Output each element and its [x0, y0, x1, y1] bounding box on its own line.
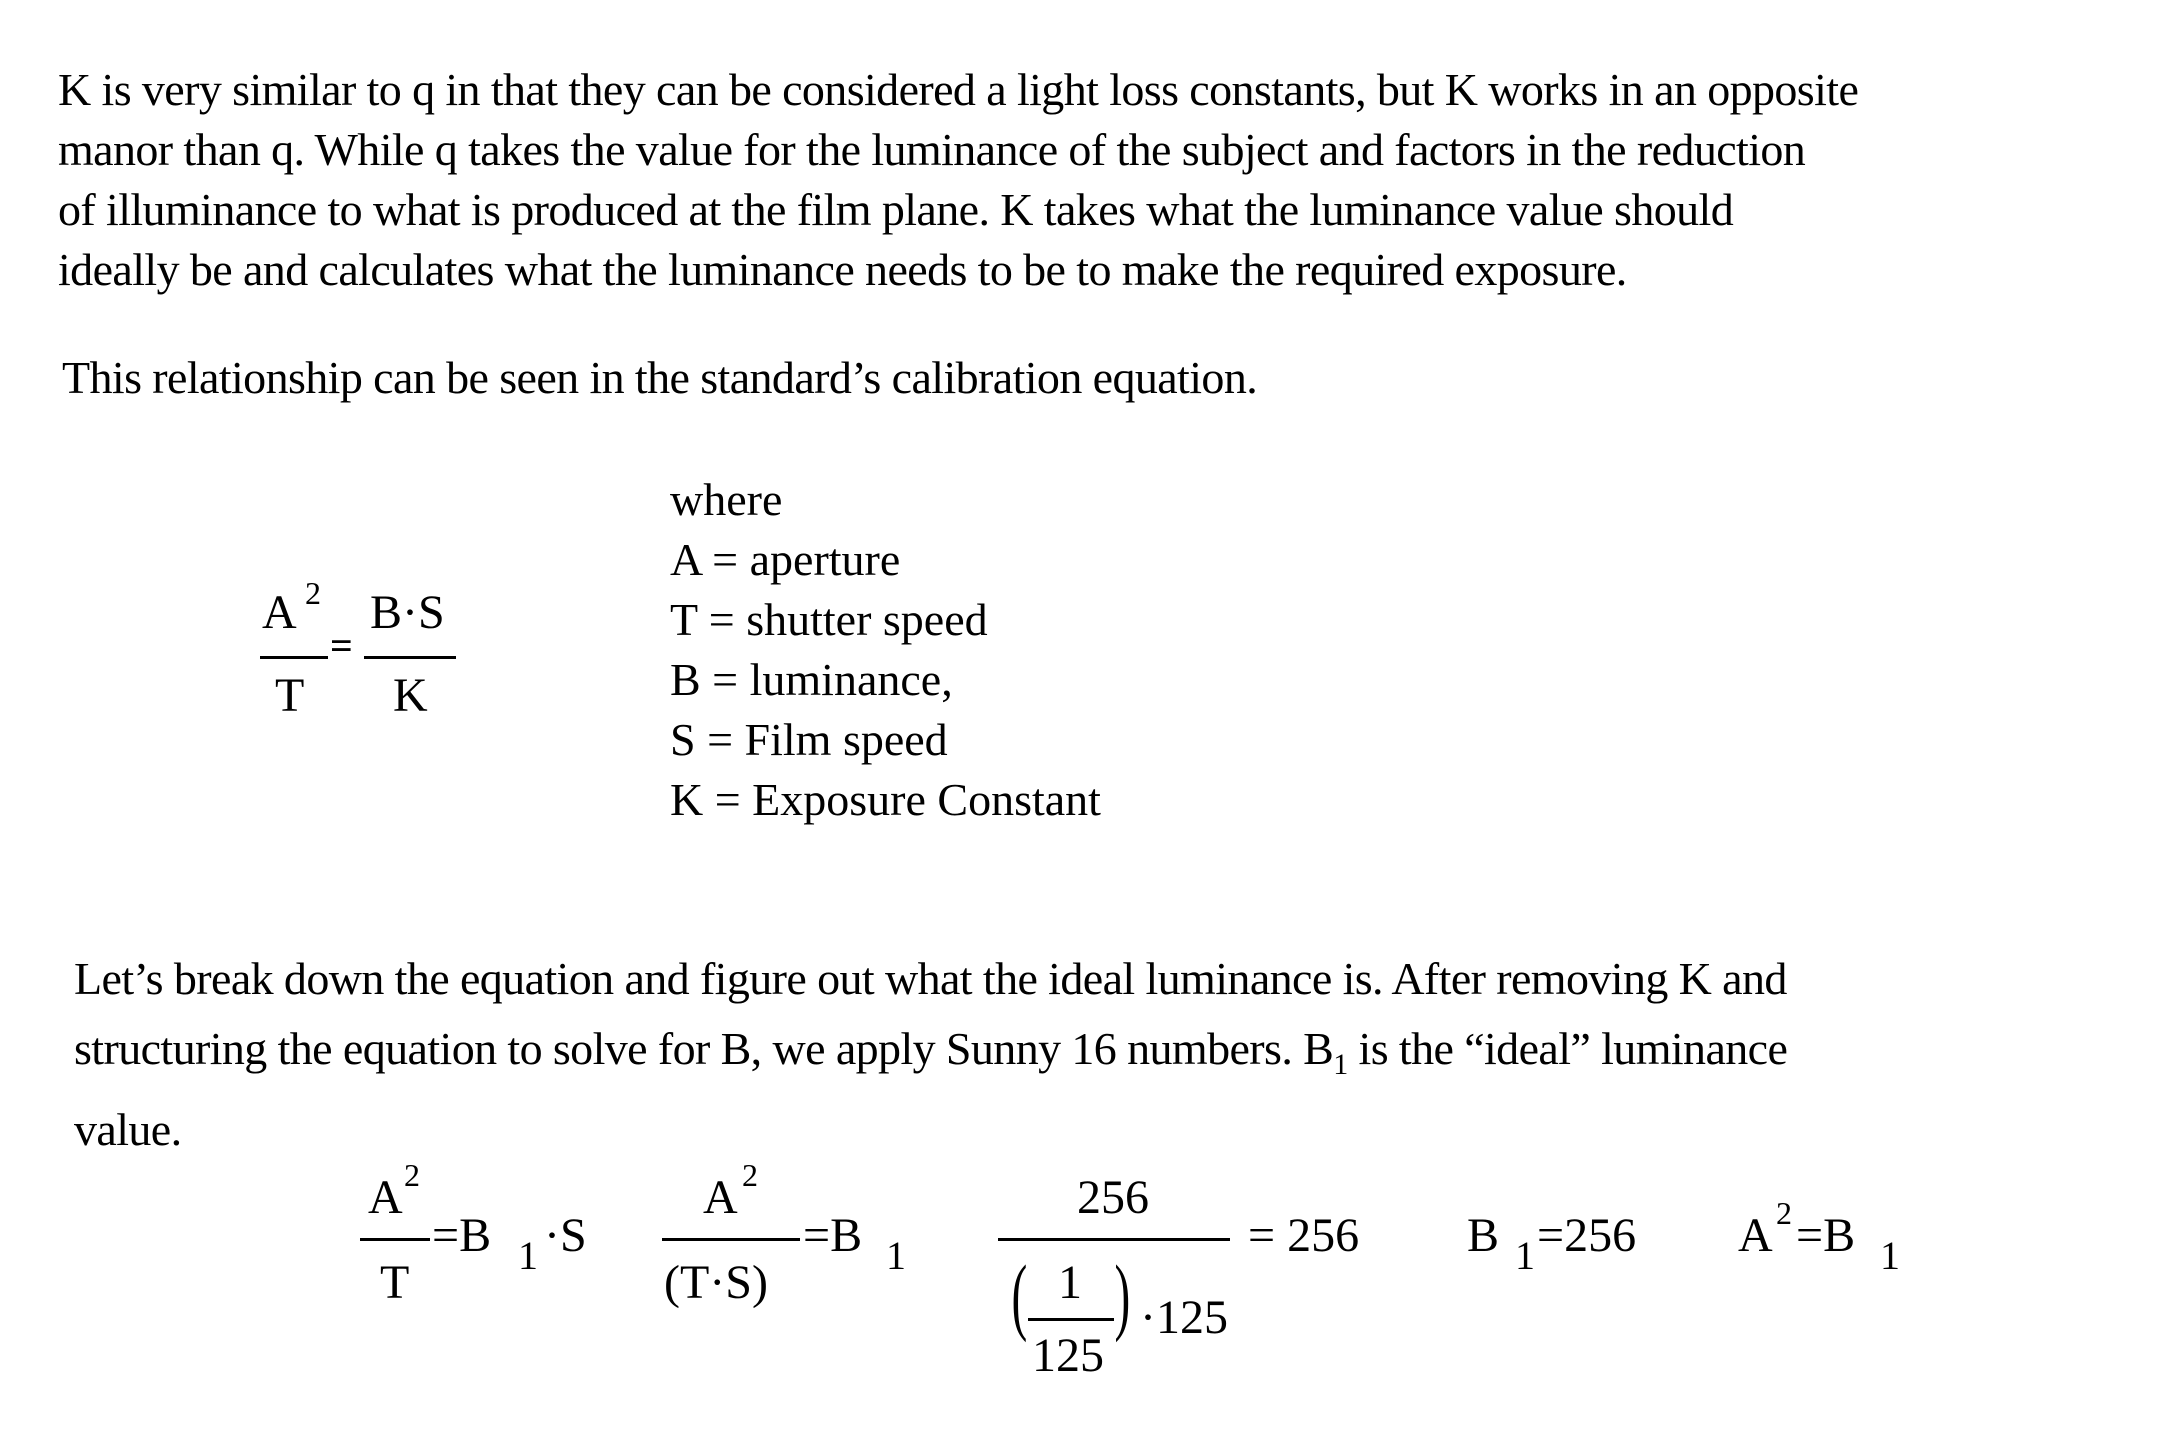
eq1-rhs: =B: [432, 1209, 492, 1262]
eq3-multiplier: ·125: [1140, 1291, 1228, 1344]
definition-item: B = luminance,: [670, 654, 953, 705]
eq5-rhs-subscript: 1: [1880, 1233, 1900, 1278]
paren-left: (: [1011, 1247, 1028, 1343]
eq-rhs-numerator: B·S: [370, 586, 445, 639]
text-line: manor than q. While q takes the value for the luminance of the subject and factors in the reduction: [58, 124, 1806, 175]
eq4-lhs: B: [1467, 1209, 1500, 1262]
fraction-bar: [360, 1238, 430, 1241]
eq-lhs-denominator: T: [275, 669, 305, 722]
paren-right: ): [1114, 1247, 1131, 1343]
text-line: Let’s break down the equation and figure out what the ideal luminance is. After removing K and: [74, 953, 1787, 1004]
eq1-denominator: T: [380, 1256, 410, 1309]
text-line: value.: [74, 1104, 182, 1155]
eq2-denominator: (T·S): [664, 1256, 768, 1309]
eq4-rhs: =256: [1537, 1209, 1637, 1262]
eq3-numerator: 256: [1077, 1171, 1149, 1224]
relationship-sentence: This relationship can be seen in the standard’s calibration equation.: [62, 352, 1258, 403]
eq-lhs-numerator: A: [262, 586, 297, 639]
fraction-bar: [998, 1238, 1230, 1241]
eq2-exponent: 2: [742, 1157, 758, 1193]
eq1-rhs-tail: ·S: [544, 1209, 587, 1262]
eq5-rhs: =B: [1796, 1209, 1856, 1262]
text-line: of illuminance to what is produced at the film plane. K takes what the luminance value should: [58, 184, 1734, 235]
eq3-inner-numerator: 1: [1058, 1256, 1082, 1309]
eq1-exponent: 2: [404, 1157, 420, 1193]
text-line: K is very similar to q in that they can be considered a light loss constants, but K works in an opposite: [58, 64, 1859, 115]
text-line: ideally be and calculates what the luminance needs to be to make the required exposure.: [58, 244, 1627, 295]
eq-rhs-denominator: K: [393, 669, 428, 722]
text-segment: structuring the equation to solve for B, we apply Sunny 16 numbers. B: [74, 1023, 1334, 1074]
eq-equals-sign: =: [330, 623, 353, 668]
definition-item: K = Exposure Constant: [670, 774, 1101, 825]
fraction-bar: [1028, 1318, 1114, 1321]
eq1-numerator: A: [368, 1171, 403, 1224]
text-segment: is the “ideal” luminance: [1347, 1023, 1788, 1074]
eq5-lhs: A: [1738, 1209, 1773, 1262]
derivation-paragraph: [74, 944, 2124, 1160]
eq1-rhs-subscript: 1: [518, 1233, 538, 1278]
fraction-bar: [364, 656, 456, 659]
intro-paragraph: [58, 60, 2148, 300]
definition-item: A = aperture: [670, 534, 901, 585]
definition-item: T = shutter speed: [670, 594, 988, 645]
eq2-numerator: A: [703, 1171, 738, 1224]
subscript: 1: [1333, 1048, 1348, 1081]
eq5-exponent: 2: [1776, 1195, 1792, 1231]
definition-item: S = Film speed: [670, 714, 948, 765]
variable-definitions: [670, 470, 1101, 830]
fraction-bar: [260, 656, 328, 659]
eq3-result: = 256: [1248, 1209, 1360, 1262]
fraction-bar: [662, 1238, 800, 1241]
eq4-lhs-subscript: 1: [1515, 1233, 1535, 1278]
eq2-rhs-subscript: 1: [886, 1233, 906, 1278]
eq-lhs-exponent: 2: [305, 575, 321, 611]
eq3-inner-denominator: 125: [1032, 1329, 1104, 1382]
text-line: [74, 1014, 2124, 1100]
eq2-rhs: =B: [803, 1209, 863, 1262]
definitions-heading: where: [670, 474, 783, 525]
